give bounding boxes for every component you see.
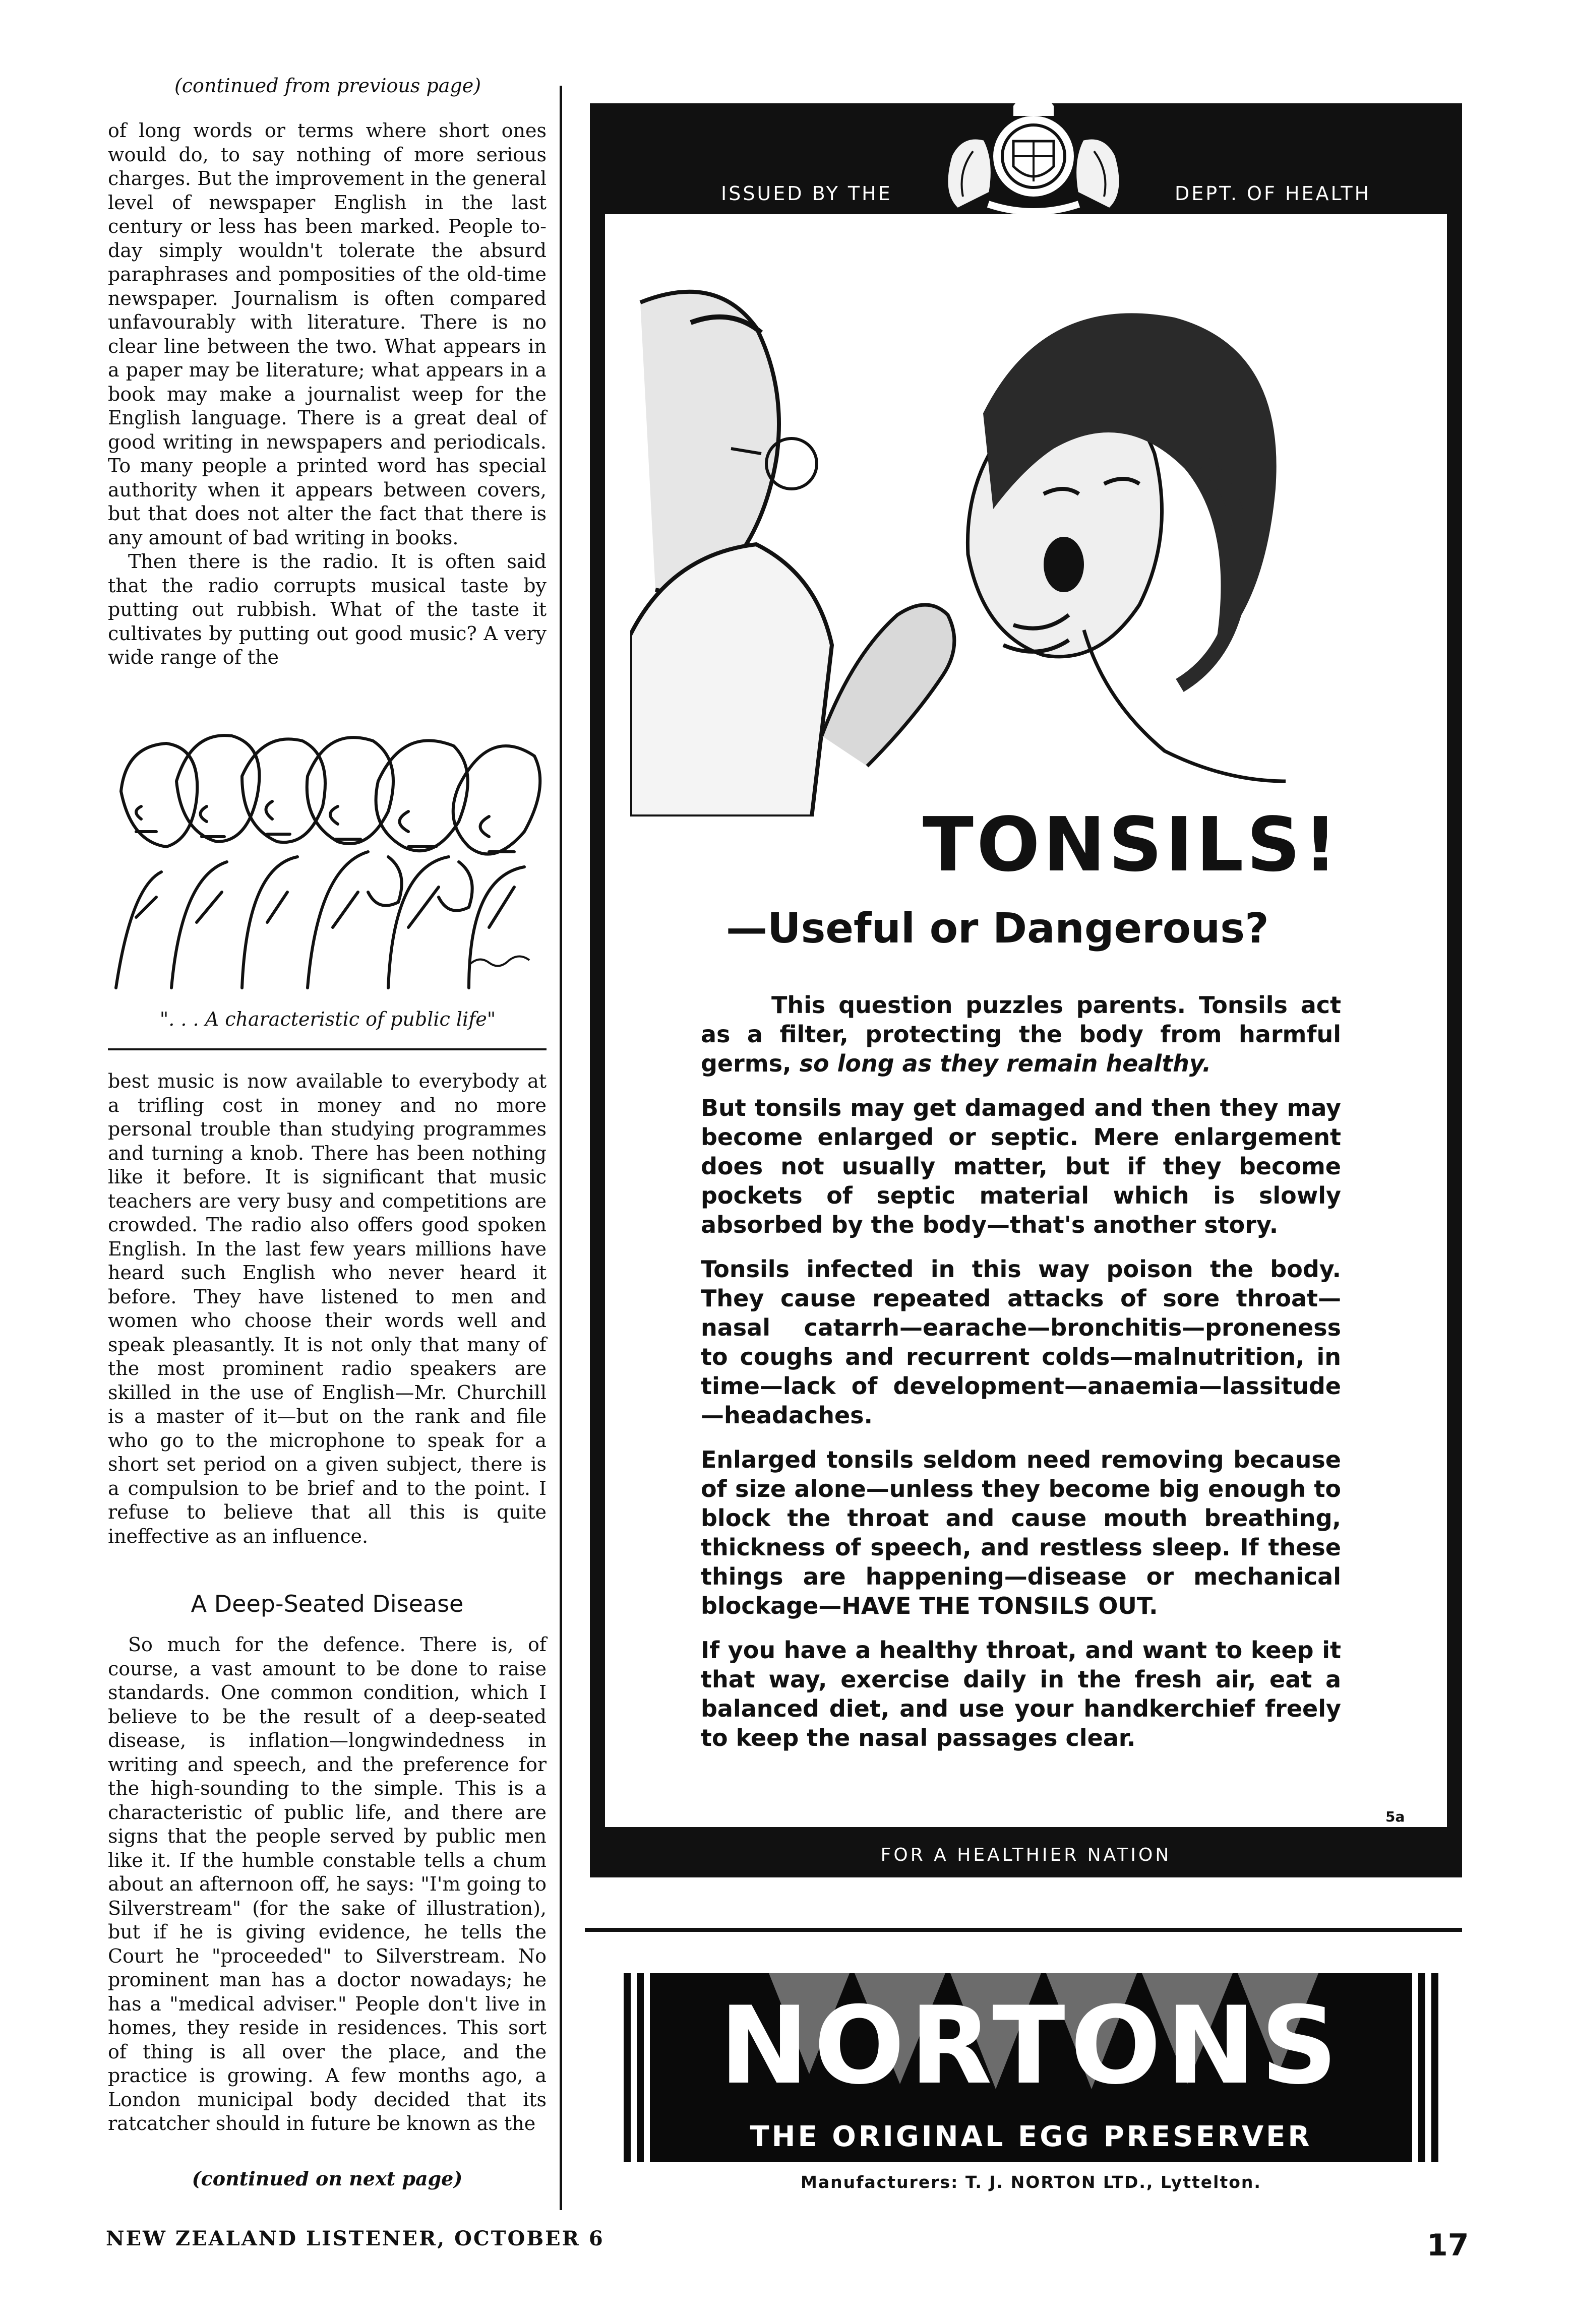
nortons-brand: NORTONS bbox=[719, 1983, 1343, 2108]
column-divider bbox=[560, 86, 562, 2210]
article-paragraph: So much for the defence. There is, of course, a vast amount to be done to raise standards. One common condition, which I believe to be the result of a deep-seated disease, is inflation—longwindedness in writing and speech, and the preference for the high-sounding to the simple. This is a characteristic of public life, and there are signs that the people served by public men like it. If the humble constable tells a chum about an afternoon off, he says: "I'm going to Silverstream" (for the sake of illustration), but if he is giving evidence, he tells the Court he "proceeded" to Silverstream. No prominent man has a doctor nowadays; he has a "medical adviser." People don't live in homes, they reside in residences. This sort of thing is all over the place, and the practice is growing. A few months ago, a London municipal body decided that its ratcatcher should in future be known as the bbox=[108, 1634, 547, 2134]
ad-paragraph: Enlarged tonsils seldom need removing because of size alone—unless they become big enough to block the throat and cause mouth breathing, thickness of speech, and restless sleep. If these things are happening—disease or mechanical blockage—HAVE THE TONSILS OUT. bbox=[701, 1446, 1341, 1619]
caption-divider bbox=[108, 1048, 547, 1050]
ad-paragraph-text: This question puzzles parents. Tonsils act as a filter, protecting the body from harmful germs, bbox=[701, 991, 1341, 1077]
article-column-bottom bbox=[108, 1633, 547, 2136]
continued-on-note: (continued on next page) bbox=[192, 2167, 463, 2190]
nortons-advertisement bbox=[618, 1973, 1444, 2162]
cartoon-face bbox=[242, 739, 325, 842]
ad-body-copy bbox=[701, 990, 1341, 1768]
page-number: 17 bbox=[1427, 2228, 1469, 2263]
nortons-tagline: THE ORIGINAL EGG PRESERVER bbox=[750, 2120, 1312, 2153]
cartoon-caption: ". . . A characteristic of public life" bbox=[159, 1008, 496, 1030]
ad-code: 5a bbox=[1385, 1808, 1405, 1825]
article-paragraph: Then there is the radio. It is often said that the radio corrupts musical taste by putting out rubbish. What of the taste it cultivates by putting out good music? A very wide range of the bbox=[108, 550, 547, 668]
ad-paragraph bbox=[701, 990, 1341, 1078]
article-column-mid bbox=[108, 1070, 547, 1548]
doctor-patient-illustration bbox=[630, 282, 1336, 816]
cartoon-face bbox=[307, 737, 393, 844]
article-column-top bbox=[108, 119, 547, 670]
ad-paragraph: Tonsils infected in this way poison the body. They cause repeated attacks of sore throat—nasal catarrh—earache—bronchitis—proneness to coughs and recurrent colds—malnutrition, in time—lack of development—anaemia—lassitude—headaches. bbox=[701, 1255, 1341, 1429]
section-divider bbox=[585, 1928, 1462, 1932]
ad-emphasis: so long as they remain healthy. bbox=[799, 1050, 1212, 1077]
article-paragraph: of long words or terms where short ones would do, to say nothing of more serious charges. But the improvement in the general level of newspaper English in the last century or less has been marked. People to-day simply wouldn't tolerate the absurd paraphrases and pomposities of the old-time newspaper. Journalism is often compared unfavourably with literature. There is no clear line between the two. What appears in a paper may be literature; what appears in a book may make a journalist weep for the English language. There is a great deal of good writing in newspapers and periodicals. To many people a printed word has special authority when it appears between covers, but that does not alter the fact that there is any amount of bad writing in books. bbox=[108, 119, 547, 549]
coat-of-arms bbox=[928, 86, 1139, 217]
nortons-manufacturer: Manufacturers: T. J. NORTON LTD., Lyttelton. bbox=[801, 2172, 1261, 2192]
ad-paragraph: But tonsils may get damaged and then they may become enlarged or septic. Mere enlargement does not usually matter, but if they become pockets of septic material which is slowly absorbed by the body—that's another story. bbox=[701, 1094, 1341, 1238]
ad-issued-by: ISSUED BY THE bbox=[721, 182, 892, 205]
ad-subheadline: —Useful or Dangerous? bbox=[726, 905, 1269, 953]
article-paragraph: best music is now available to everybody at a trifling cost in money and no more personal trouble than studying programmes and turning a knob. There has been nothing like it before. It is significant that music teachers are very busy and competitions are crowded. The radio also offers good spoken English. In the last few years millions have heard such English who never heard it before. They have listened to men and women who choose their words well and speak pleasantly. It is not only that many of the most prominent radio speakers are skilled in the use of English—Mr. Churchill is a master of it—but on the rank and file who go to the microphone to speak for a short set period on a given subject, there is a compulsion to be brief and to the point. I refuse to believe that all this is quite ineffective as an influence. bbox=[108, 1070, 547, 1547]
ad-footer-slogan: FOR A HEALTHIER NATION bbox=[880, 1845, 1172, 1865]
article-subheading: A Deep-Seated Disease bbox=[191, 1590, 464, 1617]
ad-paragraph: If you have a healthy throat, and want to keep it that way, exercise daily in the fresh air, eat a balanced diet, and use your handkerchief freely to keep the nasal passages clear. bbox=[701, 1637, 1341, 1751]
ad-department: DEPT. OF HEALTH bbox=[1175, 182, 1371, 205]
publication-footer: NEW ZEALAND LISTENER, OCTOBER 6 bbox=[106, 2227, 604, 2250]
ad-headline: TONSILS! bbox=[923, 801, 1341, 888]
cartoon-illustration bbox=[106, 706, 550, 993]
continued-from-note: (continued from previous page) bbox=[174, 75, 481, 97]
cartoonist-signature bbox=[469, 957, 529, 966]
